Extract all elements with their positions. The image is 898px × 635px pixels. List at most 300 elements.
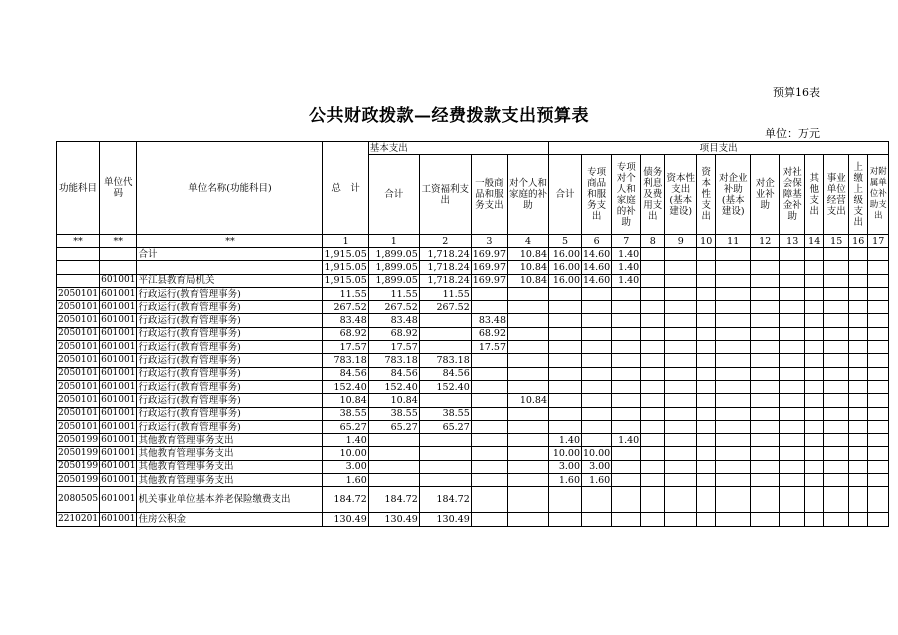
empty-amount-cell [805,380,824,393]
unit-code-cell: 601001 [100,460,137,473]
empty-amount-cell [824,380,849,393]
amount-cell-total: 130.49 [323,513,368,526]
amount-cell-personal: 10.84 [508,274,549,287]
empty-amount-cell [849,487,868,513]
empty-amount-cell [780,287,805,300]
empty-amount-cell [868,420,889,433]
amount-cell-total: 184.72 [323,487,368,513]
header-proj-goods: 专项商品和服务支出 [582,155,612,235]
empty-amount-cell [716,513,751,526]
column-index-cell: 11 [716,235,751,248]
amount-cell-basic-sum: 17.57 [368,341,419,354]
amount-cell-proj-goods [582,367,612,380]
empty-amount-cell [641,407,665,420]
empty-amount-cell [868,248,889,261]
header-biz: 事业单位经营支出 [824,155,849,235]
empty-amount-cell [780,327,805,340]
amount-cell-proj-personal [612,287,641,300]
empty-amount-cell [751,420,780,433]
empty-amount-cell [805,447,824,460]
amount-cell-wages [419,474,471,487]
empty-amount-cell [665,407,697,420]
table-row [57,407,889,420]
empty-amount-cell [805,407,824,420]
amount-cell-proj-personal [612,301,641,314]
empty-amount-cell [716,287,751,300]
empty-amount-cell [824,287,849,300]
empty-amount-cell [805,287,824,300]
amount-cell-basic-sum [368,460,419,473]
amount-cell-proj-goods [582,380,612,393]
empty-amount-cell [780,474,805,487]
empty-amount-cell [665,394,697,407]
empty-amount-cell [751,513,780,526]
amount-cell-proj-personal [612,367,641,380]
amount-cell-total: 83.48 [323,314,368,327]
amount-cell-proj-personal [612,513,641,526]
empty-amount-cell [697,341,716,354]
header-capital-infra: 资本性支出(基本建设) [665,155,697,235]
column-index-cell: ** [100,235,137,248]
empty-amount-cell [849,407,868,420]
empty-amount-cell [751,434,780,447]
empty-amount-cell [665,301,697,314]
unit-name-cell [137,261,323,274]
amount-cell-goods [471,354,507,367]
empty-amount-cell [665,261,697,274]
empty-amount-cell [751,327,780,340]
amount-cell-wages [419,460,471,473]
table-row [57,327,889,340]
amount-cell-personal [508,327,549,340]
amount-cell-personal [508,407,549,420]
amount-cell-wages [419,327,471,340]
amount-cell-goods [471,301,507,314]
amount-cell-personal [508,447,549,460]
header-social: 对社会保障基金补助 [780,155,805,235]
amount-cell-wages [419,434,471,447]
table-row [57,354,889,367]
empty-amount-cell [805,327,824,340]
table-body [57,248,889,527]
amount-cell-proj-sum: 1.40 [549,434,582,447]
empty-amount-cell [716,474,751,487]
amount-cell-proj-sum [549,394,582,407]
amount-cell-proj-goods [582,407,612,420]
amount-cell-proj-goods [582,301,612,314]
amount-cell-proj-sum: 16.00 [549,261,582,274]
amount-cell-proj-sum [549,327,582,340]
empty-amount-cell [697,420,716,433]
empty-amount-cell [641,327,665,340]
unit-name-cell: 行政运行(教育管理事务) [137,354,323,367]
empty-amount-cell [868,367,889,380]
empty-amount-cell [716,354,751,367]
empty-amount-cell [716,248,751,261]
unit-name-cell: 行政运行(教育管理事务) [137,420,323,433]
empty-amount-cell [805,314,824,327]
empty-amount-cell [805,513,824,526]
func-code-cell: 2050101 [57,367,100,380]
func-code-cell: 2210201 [57,513,100,526]
amount-cell-total: 68.92 [323,327,368,340]
empty-amount-cell [641,248,665,261]
amount-cell-proj-personal [612,447,641,460]
table-row [57,474,889,487]
empty-amount-cell [805,420,824,433]
amount-cell-basic-sum: 130.49 [368,513,419,526]
header-total: 总 计 [323,142,368,235]
empty-amount-cell [780,460,805,473]
empty-amount-cell [641,287,665,300]
empty-amount-cell [868,474,889,487]
empty-amount-cell [824,301,849,314]
amount-cell-goods [471,487,507,513]
empty-amount-cell [751,447,780,460]
amount-cell-proj-sum [549,354,582,367]
amount-cell-proj-personal [612,394,641,407]
empty-amount-cell [751,354,780,367]
empty-amount-cell [780,380,805,393]
empty-amount-cell [805,341,824,354]
amount-cell-personal: 10.84 [508,394,549,407]
unit-code-cell [100,248,137,261]
amount-cell-proj-personal [612,341,641,354]
empty-amount-cell [751,314,780,327]
func-code-cell: 2050101 [57,341,100,354]
func-code-cell [57,261,100,274]
empty-amount-cell [824,327,849,340]
unit-code-cell: 601001 [100,314,137,327]
amount-cell-total: 783.18 [323,354,368,367]
empty-amount-cell [697,274,716,287]
table-row [57,487,889,513]
empty-amount-cell [665,487,697,513]
amount-cell-proj-goods: 14.60 [583,261,611,273]
header-basic-group: 基本支出 [368,142,548,155]
empty-amount-cell [805,367,824,380]
empty-amount-cell [868,434,889,447]
empty-amount-cell [641,474,665,487]
amount-cell-goods: 68.92 [471,327,507,340]
empty-amount-cell [697,380,716,393]
amount-cell-proj-sum [549,367,582,380]
empty-amount-cell [641,301,665,314]
empty-amount-cell [716,261,751,274]
table-row [57,434,889,447]
amount-cell-proj-goods [582,513,612,526]
empty-amount-cell [805,434,824,447]
func-code-cell: 2050199 [57,460,100,473]
empty-amount-cell [641,487,665,513]
amount-cell-goods [471,420,507,433]
func-code-cell: 2050101 [57,407,100,420]
amount-cell-wages [419,394,471,407]
amount-cell-total: 1.60 [323,474,368,487]
amount-cell-basic-sum: 1,899.05 [368,248,419,261]
empty-amount-cell [697,513,716,526]
empty-amount-cell [697,354,716,367]
header-affiliate: 对附属单位补助支出 [868,155,889,235]
amount-cell-total: 1,915.05 [324,248,367,260]
empty-amount-cell [805,394,824,407]
column-index-cell: 3 [471,235,507,248]
empty-amount-cell [824,274,849,287]
empty-amount-cell [868,261,889,274]
empty-amount-cell [751,380,780,393]
empty-amount-cell [697,447,716,460]
empty-amount-cell [849,434,868,447]
empty-amount-cell [868,394,889,407]
table-row [57,513,889,526]
column-index-cell: 1 [368,235,419,248]
column-index-cell: 13 [780,235,805,248]
empty-amount-cell [868,354,889,367]
unit-code-cell: 601001 [100,447,137,460]
unit-label: 单位：万元 [765,127,820,140]
empty-amount-cell [751,301,780,314]
amount-cell-basic-sum: 83.48 [368,314,419,327]
amount-cell-wages: 267.52 [419,301,471,314]
amount-cell-basic-sum: 1,899.05 [368,274,419,287]
empty-amount-cell [805,274,824,287]
amount-cell-proj-sum [549,314,582,327]
header-proj-sum: 合计 [549,155,582,235]
empty-amount-cell [824,314,849,327]
func-code-cell [57,274,100,287]
column-index-cell: 2 [419,235,471,248]
unit-name-cell: 机关事业单位基本养老保险缴费支出 [137,487,323,513]
empty-amount-cell [849,341,868,354]
column-index-cell: 1 [323,235,368,248]
unit-code-cell: 601001 [100,327,137,340]
amount-cell-proj-personal [612,314,641,327]
unit-name-cell: 行政运行(教育管理事务) [137,301,323,314]
empty-amount-cell [805,487,824,513]
amount-cell-goods [471,380,507,393]
empty-amount-cell [641,380,665,393]
empty-amount-cell [665,274,697,287]
amount-cell-total: 10.84 [323,394,368,407]
empty-amount-cell [697,487,716,513]
amount-cell-proj-personal: 1.40 [612,434,641,447]
table-header [57,142,889,248]
amount-cell-total: 38.55 [323,407,368,420]
amount-cell-total: 1.40 [323,434,368,447]
amount-cell-proj-personal [612,474,641,487]
header-func-code: 功能科目 [57,142,100,235]
amount-cell-wages: 1,718.24 [419,248,471,261]
amount-cell-proj-personal: 1.40 [612,248,641,261]
table-row [57,341,889,354]
column-index-cell: 6 [582,235,612,248]
unit-name-cell: 行政运行(教育管理事务) [137,407,323,420]
unit-code-cell: 601001 [100,474,137,487]
empty-amount-cell [824,447,849,460]
amount-cell-goods [471,513,507,526]
empty-amount-cell [780,248,805,261]
amount-cell-basic-sum: 152.40 [368,380,419,393]
unit-code-cell: 601001 [100,407,137,420]
empty-amount-cell [868,513,889,526]
column-index-cell: 12 [751,235,780,248]
amount-cell-proj-goods [582,434,612,447]
empty-amount-cell [716,487,751,513]
header-unit-name: 单位名称(功能科目) [137,142,323,235]
table-row [57,380,889,393]
empty-amount-cell [849,367,868,380]
func-code-cell: 2050101 [57,380,100,393]
empty-amount-cell [780,367,805,380]
amount-cell-goods [471,434,507,447]
amount-cell-wages: 84.56 [419,367,471,380]
empty-amount-cell [824,248,849,261]
empty-amount-cell [751,407,780,420]
empty-amount-cell [665,513,697,526]
amount-cell-proj-sum: 16.00 [549,248,582,261]
amount-cell-proj-goods: 3.00 [582,460,612,473]
empty-amount-cell [868,314,889,327]
func-code-cell: 2050101 [57,354,100,367]
empty-amount-cell [716,274,751,287]
column-index-cell: ** [57,235,100,248]
amount-cell-proj-goods [582,287,612,300]
unit-code-cell: 601001 [100,301,137,314]
column-index-cell: 4 [508,235,549,248]
amount-cell-proj-goods: 10.00 [583,448,611,460]
unit-name-cell: 其他教育管理事务支出 [137,434,323,447]
unit-name-cell: 其他教育管理事务支出 [137,460,323,473]
amount-cell-goods: 17.57 [471,341,507,354]
amount-cell-basic-sum [368,434,419,447]
column-index-row [57,235,889,248]
table-row [57,261,889,274]
empty-amount-cell [665,287,697,300]
unit-code-cell: 601001 [100,394,137,407]
empty-amount-cell [641,434,665,447]
empty-amount-cell [780,420,805,433]
amount-cell-personal [508,420,549,433]
amount-cell-proj-personal [612,407,641,420]
amount-cell-goods: 169.97 [472,261,507,273]
empty-amount-cell [751,261,780,274]
empty-amount-cell [665,380,697,393]
amount-cell-proj-personal: 1.40 [612,274,641,287]
empty-amount-cell [751,274,780,287]
empty-amount-cell [665,341,697,354]
empty-amount-cell [780,314,805,327]
empty-amount-cell [805,248,824,261]
empty-amount-cell [780,407,805,420]
empty-amount-cell [697,248,716,261]
empty-amount-cell [805,460,824,473]
column-index-cell: 9 [665,235,697,248]
empty-amount-cell [641,513,665,526]
amount-cell-proj-sum [549,301,582,314]
amount-cell-personal [508,474,549,487]
amount-cell-personal [508,460,549,473]
empty-amount-cell [665,327,697,340]
amount-cell-personal [508,287,549,300]
empty-amount-cell [697,327,716,340]
empty-amount-cell [716,341,751,354]
empty-amount-cell [751,367,780,380]
func-code-cell: 2050199 [57,434,100,447]
empty-amount-cell [824,460,849,473]
table-row [57,314,889,327]
amount-cell-goods [471,474,507,487]
amount-cell-wages: 38.55 [419,407,471,420]
unit-name-cell: 平江县教育局机关 [137,274,323,287]
empty-amount-cell [849,261,868,274]
empty-amount-cell [824,474,849,487]
empty-amount-cell [665,314,697,327]
amount-cell-wages: 152.40 [419,380,471,393]
amount-cell-basic-sum: 38.55 [368,407,419,420]
amount-cell-proj-personal [612,327,641,340]
empty-amount-cell [716,420,751,433]
empty-amount-cell [780,487,805,513]
empty-amount-cell [751,341,780,354]
empty-amount-cell [641,314,665,327]
empty-amount-cell [665,354,697,367]
empty-amount-cell [641,460,665,473]
amount-cell-proj-sum [549,407,582,420]
amount-cell-wages [419,314,471,327]
amount-cell-proj-personal [612,380,641,393]
empty-amount-cell [697,301,716,314]
amount-cell-proj-sum [549,420,582,433]
amount-cell-proj-personal: 1.40 [612,261,641,274]
empty-amount-cell [665,447,697,460]
amount-cell-total: 267.52 [323,301,368,314]
unit-code-cell: 601001 [100,487,137,513]
unit-code-cell: 601001 [100,367,137,380]
unit-code-cell: 601001 [100,380,137,393]
func-code-cell: 2050101 [57,314,100,327]
empty-amount-cell [641,341,665,354]
unit-code-cell [100,261,137,274]
amount-cell-proj-goods: 14.60 [583,275,611,287]
amount-cell-basic-sum: 1,899.05 [368,261,419,274]
amount-cell-proj-goods [582,341,612,354]
unit-code-cell: 601001 [100,287,137,300]
header-goods: 一般商品和服务支出 [471,155,507,235]
empty-amount-cell [716,301,751,314]
amount-cell-basic-sum: 84.56 [368,367,419,380]
empty-amount-cell [641,420,665,433]
unit-name-cell: 行政运行(教育管理事务) [137,327,323,340]
amount-cell-proj-sum: 10.00 [549,447,582,460]
amount-cell-proj-goods [582,420,612,433]
column-index-cell: 7 [612,235,641,248]
amount-cell-goods: 83.48 [471,314,507,327]
amount-cell-personal [508,314,549,327]
header-other: 其他支出 [805,155,824,235]
table-row [57,274,889,287]
header-enterprise: 对企业补助 [751,155,780,235]
amount-cell-proj-sum: 3.00 [549,460,582,473]
amount-cell-personal [508,434,549,447]
empty-amount-cell [780,354,805,367]
empty-amount-cell [780,394,805,407]
amount-cell-goods [471,394,507,407]
amount-cell-personal [508,487,549,513]
empty-amount-cell [751,474,780,487]
unit-name-cell: 合计 [137,248,323,261]
empty-amount-cell [849,301,868,314]
amount-cell-proj-personal [612,420,641,433]
